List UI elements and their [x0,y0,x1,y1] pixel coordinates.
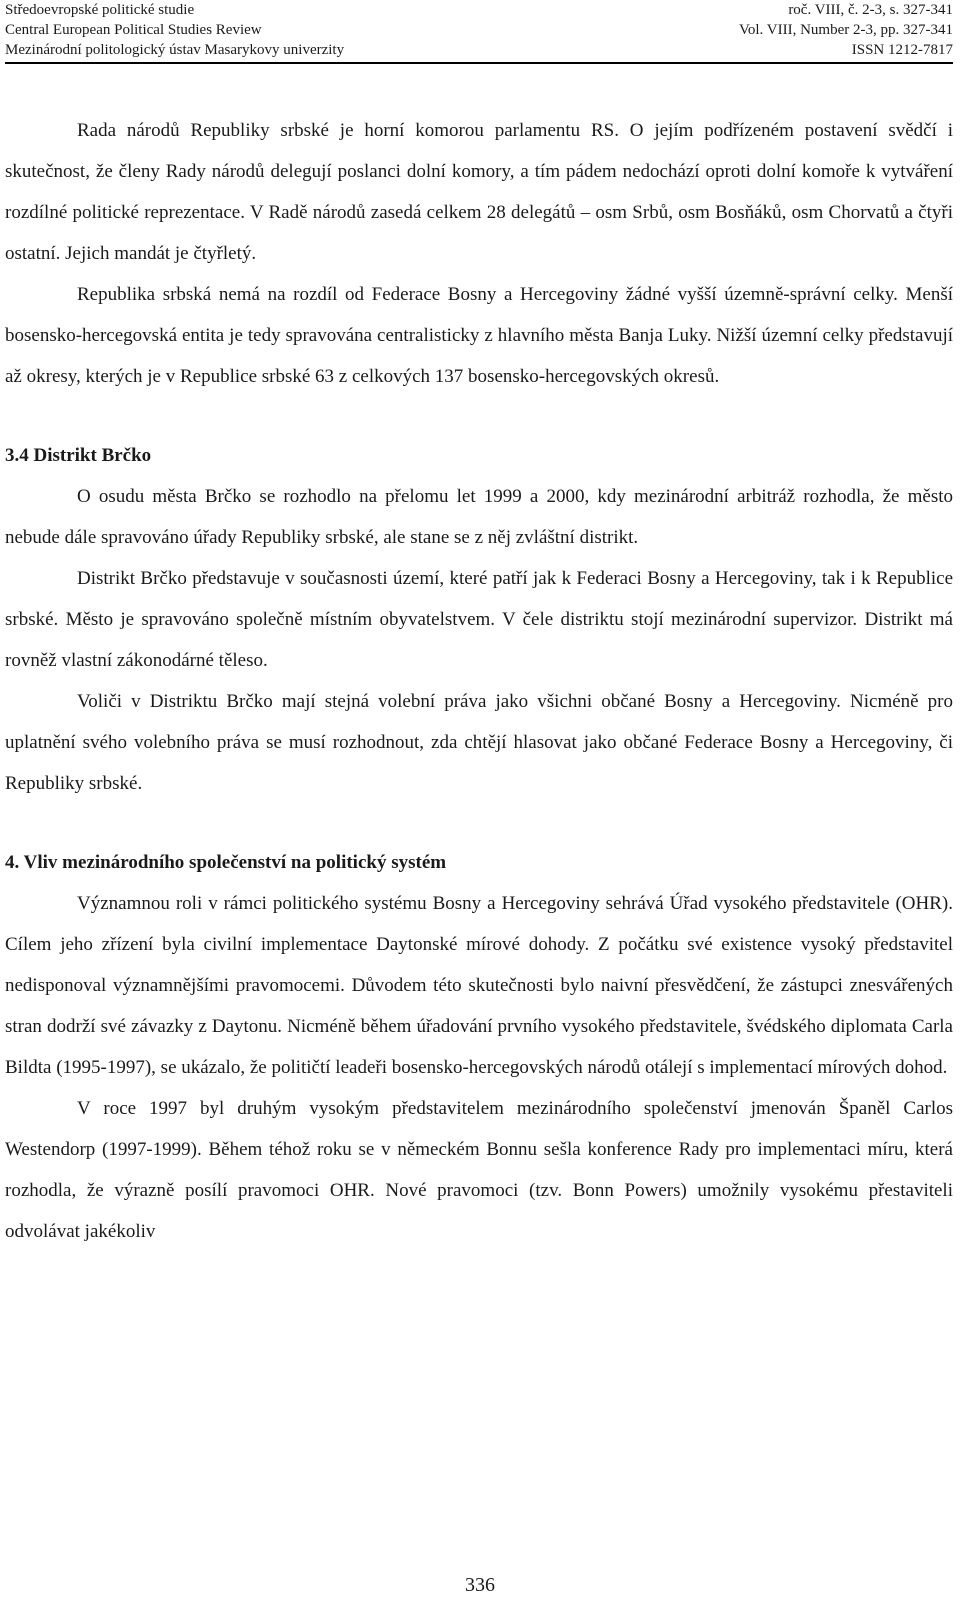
article-body [5,110,953,1252]
journal-title-cz: Středoevropské politické studie [5,2,195,18]
paragraph: Významnou roli v rámci politického systému Bosny a Hercegoviny sehrává Úřad vysokého představitele (OHR). Cílem jeho zřízení byla civilní implementace Daytonské mírové dohody. Z počátku své existence vysoký představitel nedisponoval významnějšími pravomocemi. Důvodem této skutečnosti bylo naivní přesvědčení, že zástupci znesvářených stran dodrží své závazky z Daytonu. Nicméně během úřadování prvního vysokého představitele, švédského diplomata Carla Bildta (1995-1997), se ukázalo, že političtí leadeři bosensko-hercegovských národů otálejí s implementací mírových dohod. [5,893,953,1078]
publisher: Mezinárodní politologický ústav Masarykovy univerzity [5,42,345,58]
issn: ISSN 1212-7817 [851,42,953,58]
paragraph: O osudu města Brčko se rozhodlo na přelomu let 1999 a 2000, kdy mezinárodní arbitráž rozhodla, že město nebude dále spravováno úřady Republiky srbské, ale stane se z něj zvláštní distrikt. [5,486,953,548]
volume-info-en: Vol. VIII, Number 2-3, pp. 327-341 [738,22,953,38]
header-row-1 [5,0,953,20]
journal-title-en: Central European Political Studies Review [5,22,262,38]
running-header [5,0,953,60]
page-number: 336 [465,1574,495,1596]
paragraph: Distrikt Brčko představuje v současnosti území, které patří jak k Federaci Bosny a Hercegoviny, tak i k Republice srbské. Město je spravováno společně místním obyvatelstvem. V čele distriktu stojí mezinárodní supervizor. Distrikt má rovněž vlastní zákonodárné těleso. [5,568,953,671]
paragraph: Rada národů Republiky srbské je horní komorou parlamentu RS. O jejím podřízeném postavení svědčí i skutečnost, že členy Rady národů delegují poslanci dolní komory, a tím pádem nedochází oproti dolní komoře k vytváření rozdílné politické reprezentace. V Radě národů zasedá celkem 28 delegátů – osm Srbů, osm Bosňáků, osm Chorvatů a čtyři ostatní. Jejich mandát je čtyřletý. [5,120,953,264]
header-row-2 [5,20,953,40]
paragraph: V roce 1997 byl druhým vysokým představitelem mezinárodního společenství jmenován Španěl Carlos Westendorp (1997-1999). Během téhož roku se v německém Bonnu sešla konference Rady pro implementaci míru, která rozhodla, že výrazně posílí pravomoci OHR. Nové pravomoci (tzv. Bonn Powers) umožnily vysokému přestaviteli odvolávat jakékoliv [5,1098,953,1242]
section-heading-4: 4. Vliv mezinárodního společenství na politický systém [5,852,447,873]
paragraph: Republika srbská nemá na rozdíl od Federace Bosny a Hercegoviny žádné vyšší územně-správní celky. Menší bosensko-hercegovská entita je tedy spravována centralisticky z hlavního města Banja Luky. Nižší územní celky představují až okresy, kterých je v Republice srbské 63 z celkových 137 bosensko-hercegovských okresů. [5,284,953,387]
section-heading-brcko: 3.4 Distrikt Brčko [5,445,152,466]
paragraph: Voliči v Distriktu Brčko mají stejná volební práva jako všichni občané Bosny a Hercegoviny. Nicméně pro uplatnění svého volebního práva se musí rozhodnout, zda chtějí hlasovat jako občané Federace Bosny a Hercegoviny, či Republiky srbské. [5,691,953,794]
header-rule [5,62,953,64]
volume-info-cz: roč. VIII, č. 2-3, s. 327-341 [788,2,953,18]
header-row-3 [5,40,953,60]
